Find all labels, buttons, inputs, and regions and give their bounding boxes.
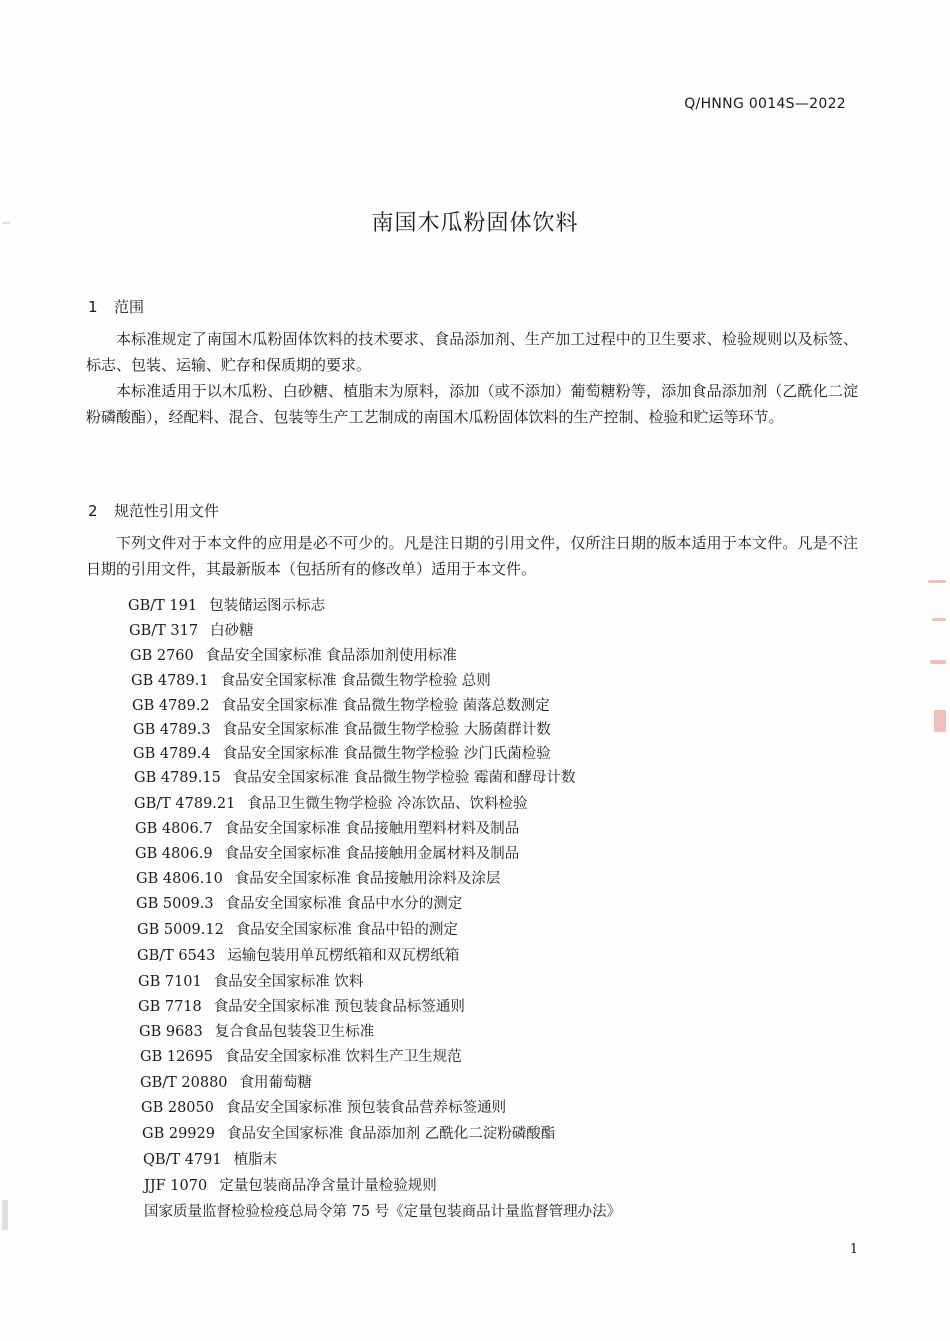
reference-item: GB 7718 食品安全国家标准 预包装食品标签通则 [138,999,465,1015]
reference-item: GB 7101 食品安全国家标准 饮料 [138,974,364,990]
reference-item: GB 4789.1 食品安全国家标准 食品微生物学检验 总则 [131,673,491,689]
document-title: 南国木瓜粉固体饮料 [371,211,579,236]
reference-item: JJF 1070 定量包装商品净含量计量检验规则 [144,1178,437,1194]
reference-item: GB 4789.4 食品安全国家标准 食品微生物学检验 沙门氏菌检验 [133,746,551,762]
reference-item: QB/T 4791 植脂末 [143,1152,278,1168]
reference-item: GB/T 4789.21 食品卫生微生物学检验 冷冻饮品、饮料检验 [134,796,528,812]
section-number: 2 [88,502,98,520]
section-1-heading [88,296,144,317]
reference-item: GB 4806.7 食品安全国家标准 食品接触用塑料材料及制品 [135,821,520,837]
reference-item: GB 9683 复合食品包装袋卫生标准 [139,1024,375,1040]
standard-number: Q/HNNG 0014S—2022 [684,96,846,112]
section-2-heading [88,500,219,521]
reference-item: GB 4806.9 食品安全国家标准 食品接触用金属材料及制品 [135,846,520,862]
reference-item: GB 29929 食品安全国家标准 食品添加剂 乙酰化二淀粉磷酸酯 [142,1126,556,1142]
reference-item: GB 4789.2 食品安全国家标准 食品微生物学检验 菌落总数测定 [132,698,550,714]
reference-item: GB 4789.3 食品安全国家标准 食品微生物学检验 大肠菌群计数 [133,722,551,738]
reference-item: GB 2760 食品安全国家标准 食品添加剂使用标准 [130,648,457,664]
references-intro-paragraph: 下列文件对于本文件的应用是必不可少的。凡是注日期的引用文件，仅所注日期的版本适用于本文件。凡是不注日期的引用文件，其最新版本（包括所有的修改单）适用于本文件。 [86,534,858,578]
reference-item: GB 4789.15 食品安全国家标准 食品微生物学检验 霉菌和酵母计数 [134,770,576,786]
page-number: 1 [849,1242,858,1257]
scan-artifact [2,222,10,224]
reference-item: GB 28050 食品安全国家标准 预包装食品营养标签通则 [141,1100,507,1116]
reference-item: GB/T 6543 运输包装用单瓦楞纸箱和双瓦楞纸箱 [137,948,460,964]
section-title: 范围 [114,298,145,316]
scope-paragraph-2: 本标准适用于以木瓜粉、白砂糖、植脂末为原料，添加（或不添加）葡萄糖粉等，添加食品添加剂（乙酰化二淀粉磷酸酯），经配料、混合、包装等生产工艺制成的南国木瓜粉固体饮料的生产控制、检验和贮运等环节。 [86,382,858,426]
scan-artifact [928,580,946,583]
reference-item: GB 4806.10 食品安全国家标准 食品接触用涂料及涂层 [136,871,501,887]
reference-item: GB/T 317 白砂糖 [129,623,254,639]
reference-item: GB 12695 食品安全国家标准 饮料生产卫生规范 [140,1049,462,1065]
scan-artifact [932,618,946,621]
section-number: 1 [88,298,98,316]
reference-item: GB/T 20880 食用葡萄糖 [140,1075,313,1091]
reference-item: GB/T 191 包装储运图示标志 [128,598,326,614]
section-title: 规范性引用文件 [114,502,220,520]
regulation-reference: 国家质量监督检验检疫总局令第 75 号《定量包装商品计量监督管理办法》 [144,1204,622,1220]
reference-item: GB 5009.12 食品安全国家标准 食品中铅的测定 [137,922,458,938]
scope-paragraph-1: 本标准规定了南国木瓜粉固体饮料的技术要求、食品添加剂、生产加工过程中的卫生要求、检验规则以及标签、标志、包装、运输、贮存和保质期的要求。 [86,330,858,374]
reference-item: GB 5009.3 食品安全国家标准 食品中水分的测定 [136,896,463,912]
scan-artifact [2,1200,8,1230]
scan-artifact [934,710,946,732]
scan-artifact [930,660,946,664]
